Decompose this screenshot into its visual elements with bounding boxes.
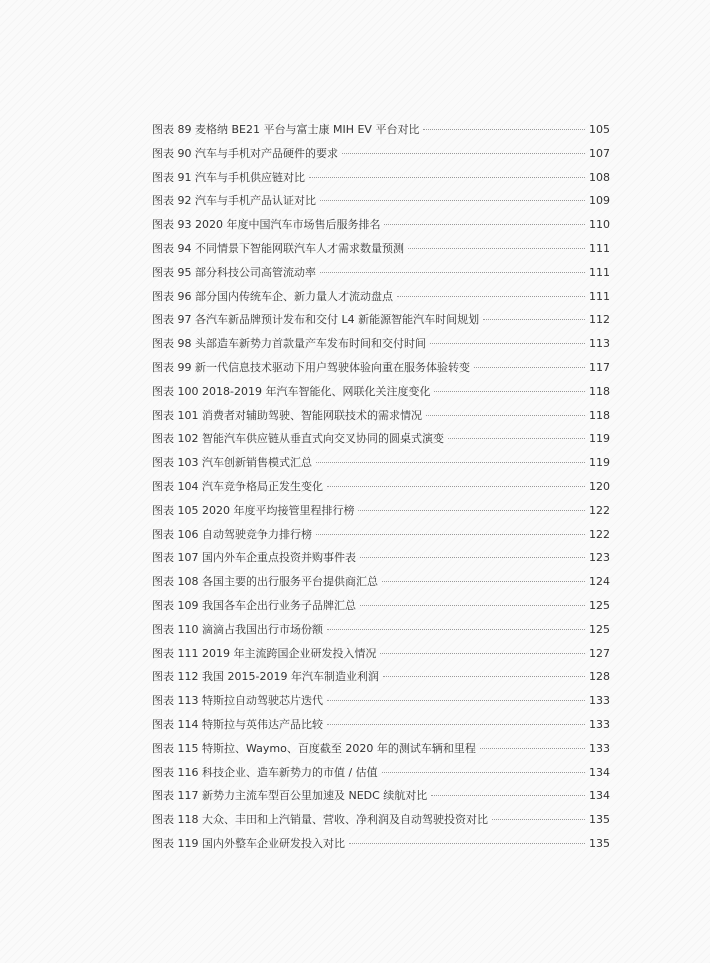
dot-leader bbox=[316, 534, 585, 535]
dot-leader bbox=[434, 391, 585, 392]
toc-entry-title: 图表 97 各汽车新品牌预计发布和交付 L4 新能源智能汽车时间规划 bbox=[152, 313, 480, 327]
toc-entry-page-number: 133 bbox=[589, 694, 610, 708]
toc-entry-page-number: 120 bbox=[589, 479, 610, 493]
dot-leader bbox=[316, 462, 585, 463]
toc-entry-title: 图表 114 特斯拉与英伟达产品比较 bbox=[152, 717, 323, 731]
toc-entry-page-number: 135 bbox=[589, 836, 610, 850]
toc-entry-page-number: 113 bbox=[589, 337, 610, 351]
toc-entry-title: 图表 93 2020 年度中国汽车市场售后服务排名 bbox=[152, 218, 381, 232]
toc-entry-title: 图表 103 汽车创新销售模式汇总 bbox=[152, 456, 312, 470]
toc-entry-title: 图表 107 国内外车企重点投资并购事件表 bbox=[152, 551, 356, 565]
toc-entry-page-number: 110 bbox=[589, 218, 610, 232]
toc-entry[interactable] bbox=[152, 241, 610, 265]
toc-entry-page-number: 109 bbox=[589, 194, 610, 208]
toc-entry-page-number: 124 bbox=[589, 575, 610, 589]
dot-leader bbox=[327, 724, 585, 725]
dot-leader bbox=[360, 557, 585, 558]
toc-entry-title: 图表 113 特斯拉自动驾驶芯片迭代 bbox=[152, 694, 323, 708]
toc-entry-title: 图表 115 特斯拉、Waymo、百度截至 2020 年的测试车辆和里程 bbox=[152, 741, 476, 755]
toc-entry-page-number: 135 bbox=[589, 813, 610, 827]
toc-entry[interactable] bbox=[152, 360, 610, 384]
toc-entry-title: 图表 108 各国主要的出行服务平台提供商汇总 bbox=[152, 575, 378, 589]
toc-entry[interactable] bbox=[152, 550, 610, 574]
toc-entry-title: 图表 117 新势力主流车型百公里加速及 NEDC 续航对比 bbox=[152, 789, 428, 803]
toc-entry-page-number: 134 bbox=[589, 765, 610, 779]
toc-entry-title: 图表 89 麦格纳 BE21 平台与富士康 MIH EV 平台对比 bbox=[152, 123, 420, 136]
toc-entry-page-number: 111 bbox=[589, 265, 610, 279]
dot-leader bbox=[327, 486, 585, 487]
toc-entry-title: 图表 99 新一代信息技术驱动下用户驾驶体验向重在服务体验转变 bbox=[152, 360, 470, 374]
dot-leader bbox=[397, 296, 585, 297]
toc-entry-page-number: 122 bbox=[589, 527, 610, 541]
toc-entry[interactable] bbox=[152, 455, 610, 479]
toc-entry-page-number: 112 bbox=[589, 313, 610, 327]
dot-leader bbox=[380, 653, 585, 654]
toc-entry[interactable] bbox=[152, 598, 610, 622]
toc-entry[interactable] bbox=[152, 122, 610, 146]
dot-leader bbox=[383, 676, 585, 677]
toc-entry-title: 图表 112 我国 2015-2019 年汽车制造业利润 bbox=[152, 670, 379, 684]
toc-entry-title: 图表 90 汽车与手机对产品硬件的要求 bbox=[152, 146, 338, 160]
toc-entry-title: 图表 96 部分国内传统车企、新力量人才流动盘点 bbox=[152, 289, 393, 303]
toc-entry-title: 图表 91 汽车与手机供应链对比 bbox=[152, 170, 305, 184]
dot-leader bbox=[327, 629, 585, 630]
dot-leader bbox=[309, 177, 585, 178]
toc-entry[interactable] bbox=[152, 289, 610, 313]
toc-entry[interactable] bbox=[152, 622, 610, 646]
toc-entry[interactable] bbox=[152, 408, 610, 432]
toc-entry-page-number: 107 bbox=[589, 146, 610, 160]
toc-entry[interactable] bbox=[152, 503, 610, 527]
toc-entry[interactable] bbox=[152, 479, 610, 503]
dot-leader bbox=[320, 200, 585, 201]
toc-entry-page-number: 133 bbox=[589, 741, 610, 755]
toc-entry-title: 图表 109 我国各车企出行业务子品牌汇总 bbox=[152, 598, 356, 612]
toc-entry[interactable] bbox=[152, 336, 610, 360]
toc-entry-page-number: 134 bbox=[589, 789, 610, 803]
dot-leader bbox=[349, 843, 585, 844]
toc-entry-page-number: 119 bbox=[589, 432, 610, 446]
toc-entry-page-number: 108 bbox=[589, 170, 610, 184]
dot-leader bbox=[480, 748, 585, 749]
toc-entry-page-number: 118 bbox=[589, 384, 610, 398]
dot-leader bbox=[382, 772, 585, 773]
toc-entry-title: 图表 116 科技企业、造车新势力的市值 / 估值 bbox=[152, 765, 378, 779]
toc-entry-title: 图表 111 2019 年主流跨国企业研发投入情况 bbox=[152, 646, 377, 660]
table-of-figures bbox=[152, 122, 610, 860]
toc-entry[interactable] bbox=[152, 170, 610, 194]
toc-entry[interactable] bbox=[152, 741, 610, 765]
dot-leader bbox=[430, 343, 585, 344]
toc-entry[interactable] bbox=[152, 312, 610, 336]
toc-entry[interactable] bbox=[152, 146, 610, 170]
toc-entry-title: 图表 102 智能汽车供应链从垂直式向交叉协同的圆桌式演变 bbox=[152, 432, 444, 446]
dot-leader bbox=[320, 272, 585, 273]
toc-entry[interactable] bbox=[152, 265, 610, 289]
dot-leader bbox=[408, 248, 585, 249]
toc-entry-title: 图表 106 自动驾驶竞争力排行榜 bbox=[152, 527, 312, 541]
toc-entry-page-number: 119 bbox=[589, 456, 610, 470]
dot-leader bbox=[382, 581, 585, 582]
toc-entry-page-number: 111 bbox=[589, 241, 610, 255]
toc-entry[interactable] bbox=[152, 788, 610, 812]
toc-entry-title: 图表 105 2020 年度平均接管里程排行榜 bbox=[152, 503, 355, 517]
toc-entry[interactable] bbox=[152, 812, 610, 836]
dot-leader bbox=[474, 367, 585, 368]
toc-entry-title: 图表 100 2018-2019 年汽车智能化、网联化关注度变化 bbox=[152, 384, 431, 398]
toc-entry[interactable] bbox=[152, 646, 610, 670]
toc-entry-title: 图表 104 汽车竞争格局正发生变化 bbox=[152, 479, 323, 493]
dot-leader bbox=[492, 819, 585, 820]
toc-entry[interactable] bbox=[152, 717, 610, 741]
toc-entry-page-number: 117 bbox=[589, 360, 610, 374]
toc-entry-page-number: 118 bbox=[589, 408, 610, 422]
toc-entry[interactable] bbox=[152, 193, 610, 217]
toc-entry-title: 图表 119 国内外整车企业研发投入对比 bbox=[152, 836, 345, 850]
toc-entry-title: 图表 92 汽车与手机产品认证对比 bbox=[152, 194, 316, 208]
dot-leader bbox=[360, 605, 585, 606]
toc-entry-title: 图表 95 部分科技公司高管流动率 bbox=[152, 265, 316, 279]
dot-leader bbox=[423, 129, 585, 130]
toc-entry-page-number: 133 bbox=[589, 717, 610, 731]
toc-entry-title: 图表 98 头部造车新势力首款量产车发布时间和交付时间 bbox=[152, 337, 426, 351]
toc-entry-page-number: 123 bbox=[589, 551, 610, 565]
toc-entry[interactable] bbox=[152, 765, 610, 789]
toc-entry-page-number: 122 bbox=[589, 503, 610, 517]
dot-leader bbox=[483, 319, 585, 320]
toc-entry-title: 图表 94 不同情景下智能网联汽车人才需求数量预测 bbox=[152, 241, 404, 255]
toc-entry[interactable] bbox=[152, 574, 610, 598]
dot-leader bbox=[358, 510, 585, 511]
toc-entry[interactable] bbox=[152, 384, 610, 408]
dot-leader bbox=[327, 700, 585, 701]
dot-leader bbox=[426, 415, 585, 416]
toc-entry-title: 图表 101 消费者对辅助驾驶、智能网联技术的需求情况 bbox=[152, 408, 422, 422]
toc-entry[interactable] bbox=[152, 836, 610, 860]
toc-entry-page-number: 125 bbox=[589, 598, 610, 612]
toc-entry[interactable] bbox=[152, 217, 610, 241]
toc-entry[interactable] bbox=[152, 693, 610, 717]
toc-entry-title: 图表 110 滴滴占我国出行市场份额 bbox=[152, 622, 323, 636]
toc-entry-page-number: 127 bbox=[589, 646, 610, 660]
toc-entry[interactable] bbox=[152, 431, 610, 455]
dot-leader bbox=[342, 153, 585, 154]
toc-entry-page-number: 111 bbox=[589, 289, 610, 303]
dot-leader bbox=[384, 224, 585, 225]
toc-entry[interactable] bbox=[152, 527, 610, 551]
toc-entry-page-number: 128 bbox=[589, 670, 610, 684]
toc-entry-page-number: 105 bbox=[589, 123, 610, 136]
toc-entry-page-number: 125 bbox=[589, 622, 610, 636]
dot-leader bbox=[448, 438, 585, 439]
dot-leader bbox=[431, 795, 585, 796]
toc-entry-title: 图表 118 大众、丰田和上汽销量、营收、净利润及自动驾驶投资对比 bbox=[152, 813, 488, 827]
toc-entry[interactable] bbox=[152, 669, 610, 693]
